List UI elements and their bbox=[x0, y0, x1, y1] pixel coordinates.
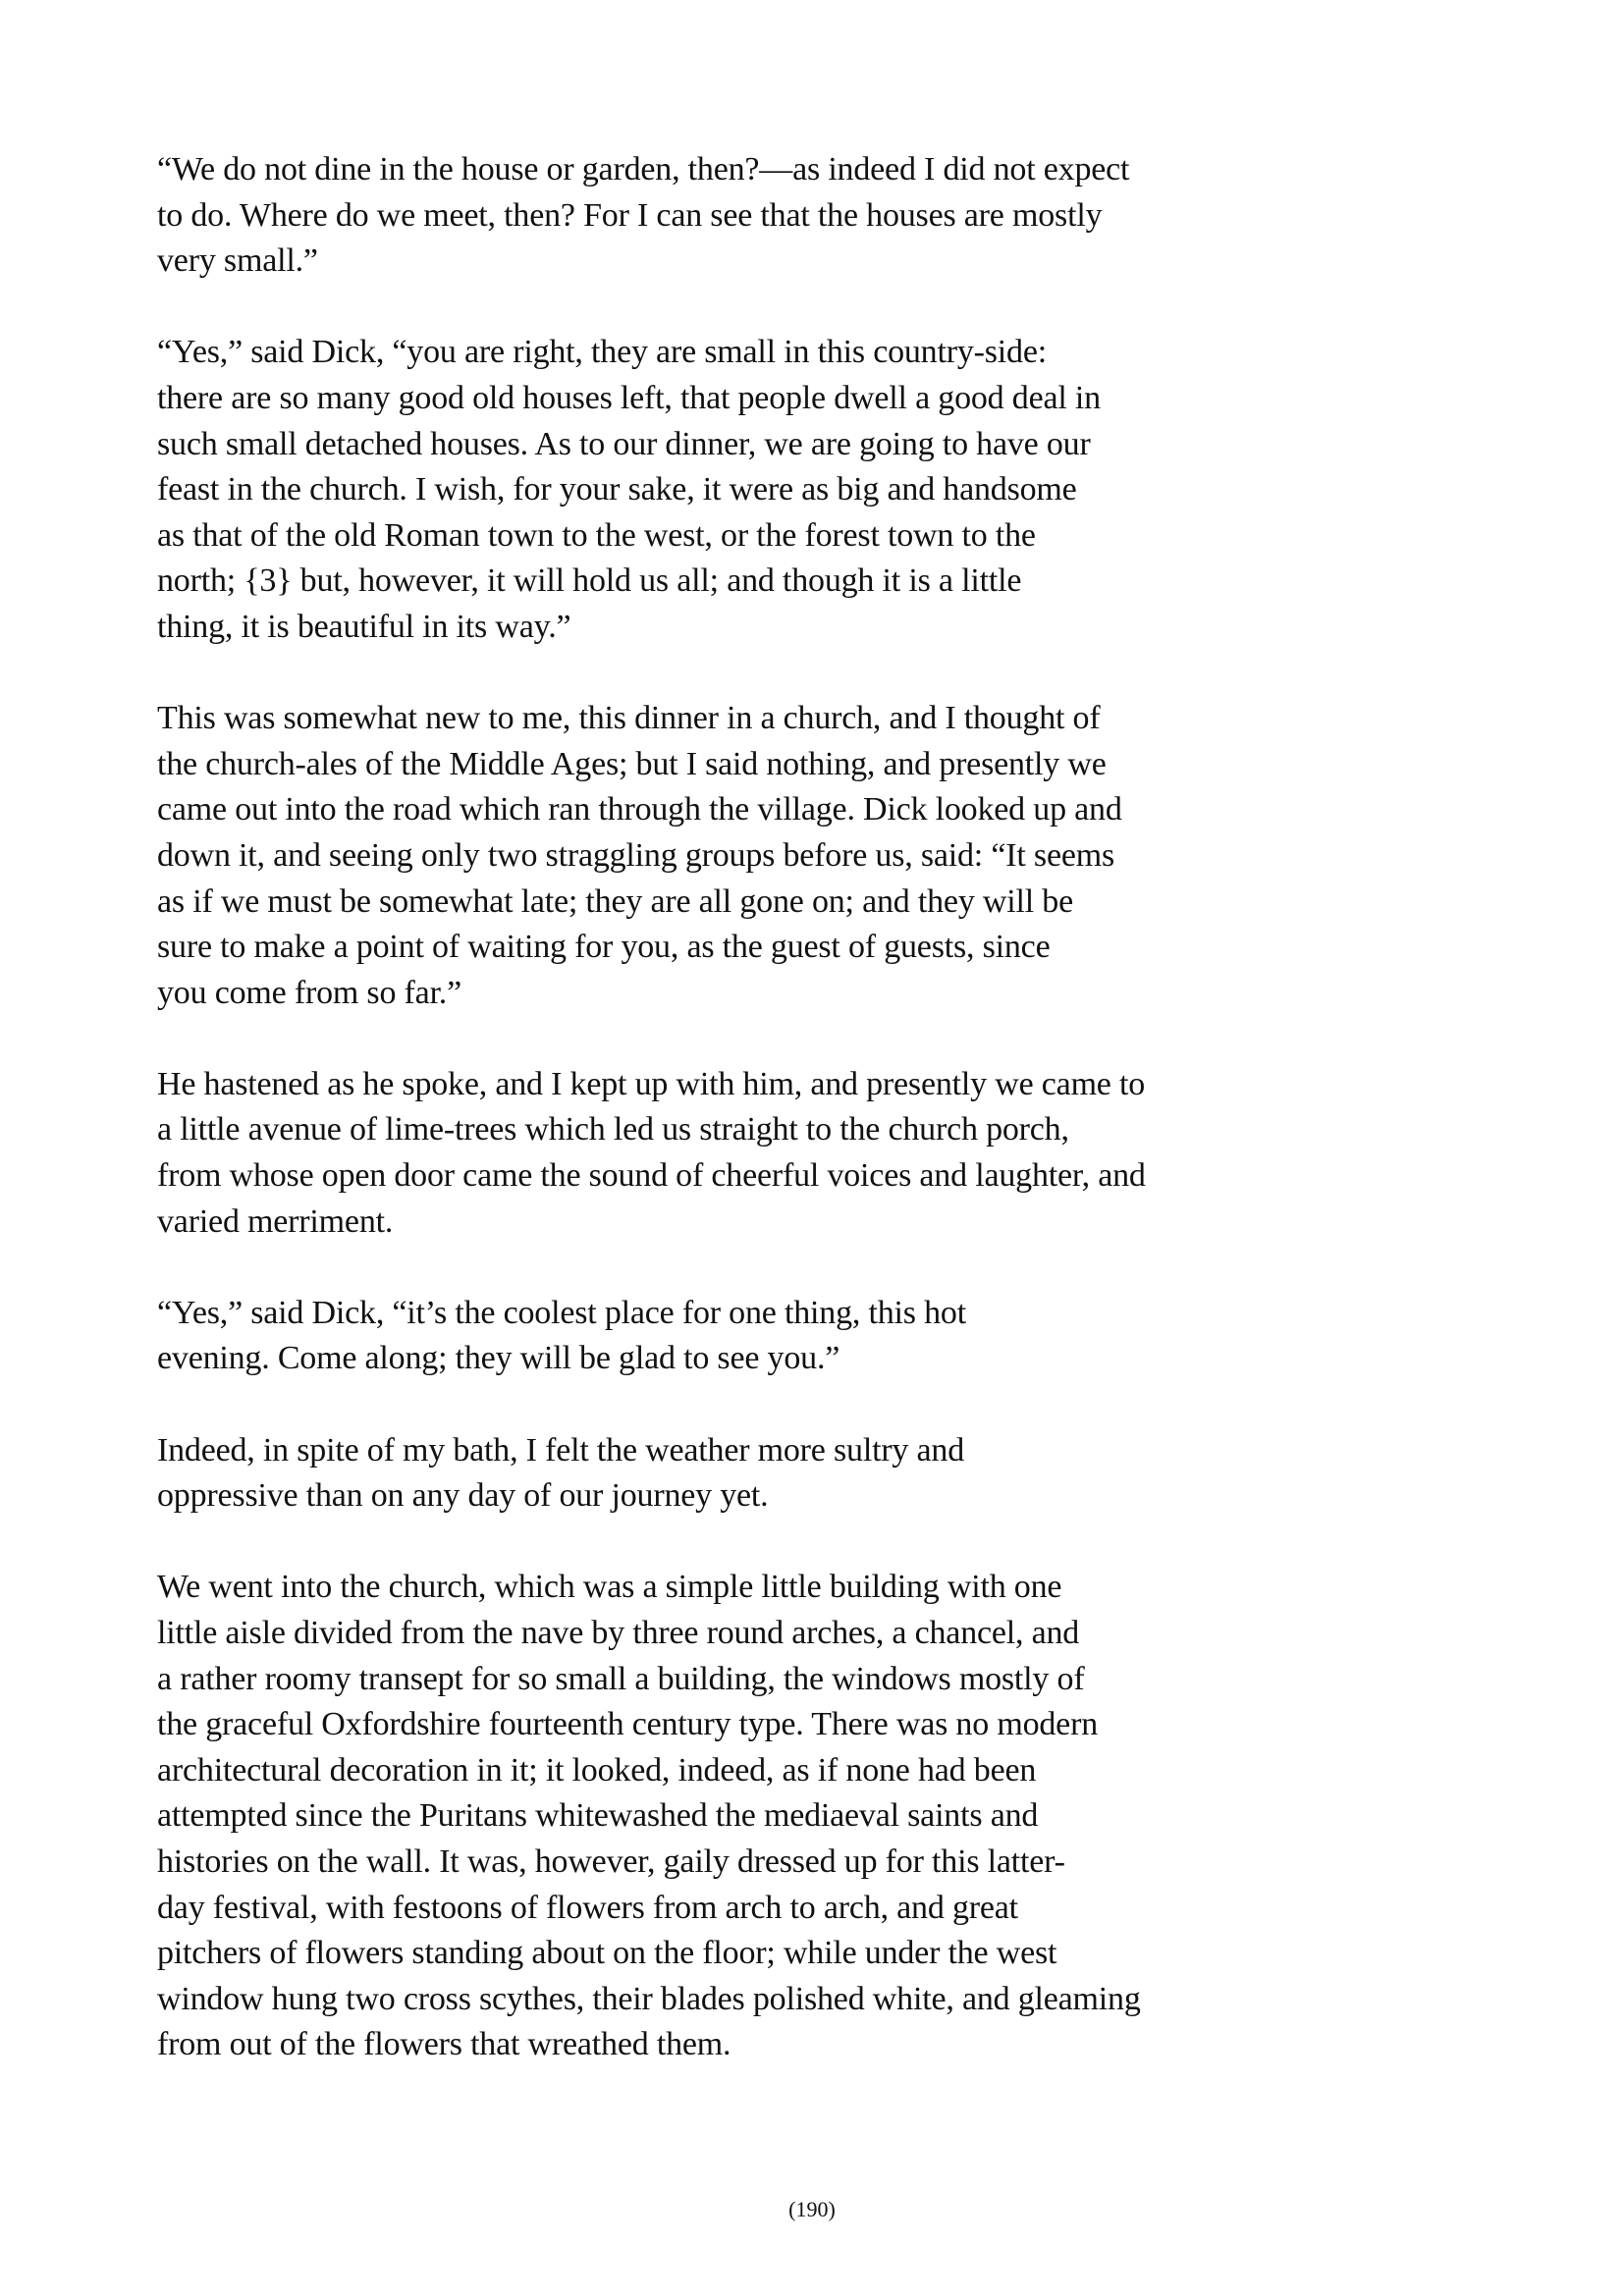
text-line: We went into the church, which was a simple little building with one bbox=[157, 1569, 1062, 1606]
text-line: day festival, with festoons of flowers from arch to arch, and great bbox=[157, 1889, 1018, 1926]
text-line: This was somewhat new to me, this dinner in a church, and I thought of bbox=[157, 700, 1101, 737]
text-line: a rather roomy transept for so small a building, the windows mostly of bbox=[157, 1660, 1085, 1697]
text-line: pitchers of flowers standing about on the floor; while under the west bbox=[157, 1935, 1057, 1972]
text-line: you come from so far.” bbox=[157, 974, 462, 1011]
text-line: He hastened as he spoke, and I kept up with him, and presently we came to bbox=[157, 1065, 1146, 1102]
text-line: attempted since the Puritans whitewashed the mediaeval saints and bbox=[157, 1797, 1039, 1835]
text-line: architectural decoration in it; it looked, indeed, as if none had been bbox=[157, 1751, 1037, 1789]
text-line: oppressive than on any day of our journey yet. bbox=[157, 1477, 769, 1515]
text-line: Indeed, in spite of my bath, I felt the weather more sultry and bbox=[157, 1431, 965, 1468]
text-line: varied merriment. bbox=[157, 1202, 394, 1240]
page-number: (190) bbox=[788, 2197, 836, 2221]
text-line: came out into the road which ran through the village. Dick looked up and bbox=[157, 791, 1122, 828]
paragraph bbox=[157, 1428, 1365, 1520]
text-line: down it, and seeing only two straggling groups before us, said: “It seems bbox=[157, 836, 1115, 874]
text-line: to do. Where do we meet, then? For I can see that the houses are mostly bbox=[157, 196, 1103, 234]
text-line: “Yes,” said Dick, “you are right, they are small in this country-side: bbox=[157, 334, 1047, 371]
paragraph bbox=[157, 696, 1365, 1016]
text-line: a little avenue of lime-trees which led us straight to the church porch, bbox=[157, 1111, 1069, 1148]
text-line: as that of the old Roman town to the west, or the forest town to the bbox=[157, 516, 1036, 554]
text-line: there are so many good old houses left, that people dwell a good deal in bbox=[157, 379, 1101, 416]
text-line: feast in the church. I wish, for your sake, it were as big and handsome bbox=[157, 471, 1077, 508]
text-line: such small detached houses. As to our dinner, we are going to have our bbox=[157, 425, 1091, 462]
text-line: the church-ales of the Middle Ages; but I said nothing, and presently we bbox=[157, 745, 1107, 782]
text-line: sure to make a point of waiting for you, as the guest of guests, since bbox=[157, 929, 1051, 966]
text-line: window hung two cross scythes, their blades polished white, and gleaming bbox=[157, 1980, 1141, 2017]
paragraph bbox=[157, 1565, 1365, 2068]
paragraph bbox=[157, 1062, 1365, 1245]
text-line: north; {3} but, however, it will hold us all; and though it is a little bbox=[157, 562, 1022, 600]
text-line: histories on the wall. It was, however, gaily dressed up for this latter- bbox=[157, 1842, 1065, 1880]
text-line: as if we must be somewhat late; they are all gone on; and they will be bbox=[157, 882, 1074, 920]
body-text bbox=[157, 147, 1365, 2068]
paragraph bbox=[157, 1291, 1365, 1382]
text-line: evening. Come along; they will be glad to see you.” bbox=[157, 1340, 840, 1377]
text-line: “Yes,” said Dick, “it’s the coolest place for one thing, this hot bbox=[157, 1294, 966, 1331]
paragraph bbox=[157, 330, 1365, 650]
paragraph bbox=[157, 147, 1365, 285]
text-line: little aisle divided from the nave by three round arches, a chancel, and bbox=[157, 1615, 1080, 1651]
text-line: very small.” bbox=[157, 242, 318, 280]
text-line: thing, it is beautiful in its way.” bbox=[157, 608, 571, 645]
text-line: from out of the flowers that wreathed them. bbox=[157, 2026, 731, 2063]
text-line: from whose open door came the sound of cheerful voices and laughter, and bbox=[157, 1157, 1146, 1195]
text-line: “We do not dine in the house or garden, then?—as indeed I did not expect bbox=[157, 151, 1130, 187]
text-line: the graceful Oxfordshire fourteenth century type. There was no modern bbox=[157, 1706, 1098, 1743]
